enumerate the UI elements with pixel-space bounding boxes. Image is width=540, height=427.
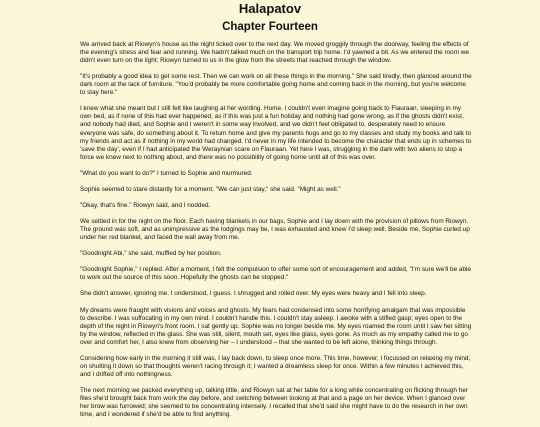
paragraph: I knew what she meant but I still felt like laughing at her wording. Home. I couldn't even imagine going back to Flauraan, sleeping in my own bed, as if none of this had ever happened, as if this was just a fun holiday and nothing had gone wrong, as if the ghosts didn't exist, and nobody had died, and Sophie and I weren't in some way involved, and we didn't feel obligated to, desperately need to ensure everyone was safe, do something about it. To return home and give my parents hugs and go to my classes and study my books and talk to my friends and act as if nothing in my world had changed. I'd never in my life intended to become the character that ends up in schemes to 'save the day', even if I had anticipated the Weraynian scare on Flauraan. Yet here I was, struggling in the dark with two aliens to stop a force we knew next to nothing about, and there was no possibility of going home until all of this was over.	[80, 105, 472, 161]
paragraph: She didn't answer, ignoring me. I understood, I guess. I shrugged and rolled over. My eyes were heavy and I fell into sleep.	[80, 290, 427, 298]
paragraph: "Goodnight Abi," she said, muffled by her position.	[80, 250, 222, 258]
paragraph: The next morning we packed everything up, talking little, and Riowyn sat at her table for a long while concentrating on flicking through her files she'd brought back from work the day before, and switching between looking at that and a page on her device. When I glanced over her brow was furrowed; she seemed to be concentrating intensely. I recalled that she'd said she might have to do the research in her own time, and I wondered if she'd be able to find anything.	[80, 387, 468, 419]
paragraph: "What do you want to do?" I turned to Sophie and murmured.	[80, 169, 253, 177]
paragraph: My dreams were fraught with visions and voices and ghosts. My fears had condensed into some horrifying amalgam that was impossible to describe. I was suffocating in my own mind. I couldn't handle this. I couldn't stay asleep. I awoke with a stifled gasp; eyes open to the depth of the night in Riowyn's front room. I sat gently up. Sophie was no longer beside me. My eyes roamed the room until I saw her sitting by the window, reflected in the glass. She was still, silent, mouth set, eyes like glass, eyes gone. As much as my empathy called me to go over and comfort her, I also knew from observing her – I understood – that she wanted to be left alone, thinking things through.	[80, 306, 472, 346]
paragraph: "Okay, that's fine." Riowyn said, and I nodded.	[80, 201, 211, 209]
chapter-text	[80, 41, 472, 427]
paragraph: "It's probably a good idea to get some rest. Then we can work on all these things in the morning." She said tiredly, then glanced around the dark room at the lack of furniture. "You'd probably be more comfortable going home and coming back in the morning, but you're welcome to stay here."	[80, 73, 472, 97]
chapter-title: Chapter Fourteen	[222, 21, 318, 33]
paragraph: We arrived back at Riowyn's house as the night ticked over to the next day. We moved groggily through the doorway, feeling the effects of the evening's stress and fear and running. We hadn't talked much on the transport trip home. I'd yawned a bit. As we entered the room we didn't even turn on the light; Riowyn turned to us in the glow from the streets that reached through the window.	[80, 41, 469, 65]
paragraph: Sophie seemed to stare distantly for a moment. "We can just stay," she said. "Might as well."	[80, 185, 341, 193]
paragraph: We settled in for the night on the floor. Each having blankets in our bags, Sophie and I lay down with the provision of pillows from Riowyn. The ground was soft, and as unimpressive as the lodgings may be, I was exhausted and knew I'd sleep well. Beside me, Sophie curled up under her red blanket, and faced the wall away from me.	[80, 218, 470, 242]
paragraph: "Goodnight Sophie," I replied. After a moment, I felt the compulsion to offer some sort of encouragement and added, "I'm sure we'll be able to work out the source of this soon. Hopefully the ghosts can be stopped."	[80, 266, 472, 282]
book-title: Halapatov	[238, 1, 302, 16]
paragraph: Considering how early in the morning it still was, I lay back down, to sleep once more. This time, however, I focussed on relaxing my mind, on shutting it down so that thoughts weren't racing through it; I wanted a dreamless sleep for once. Within a few minutes I achieved this, and I drifted off into nothingness.	[80, 354, 471, 378]
